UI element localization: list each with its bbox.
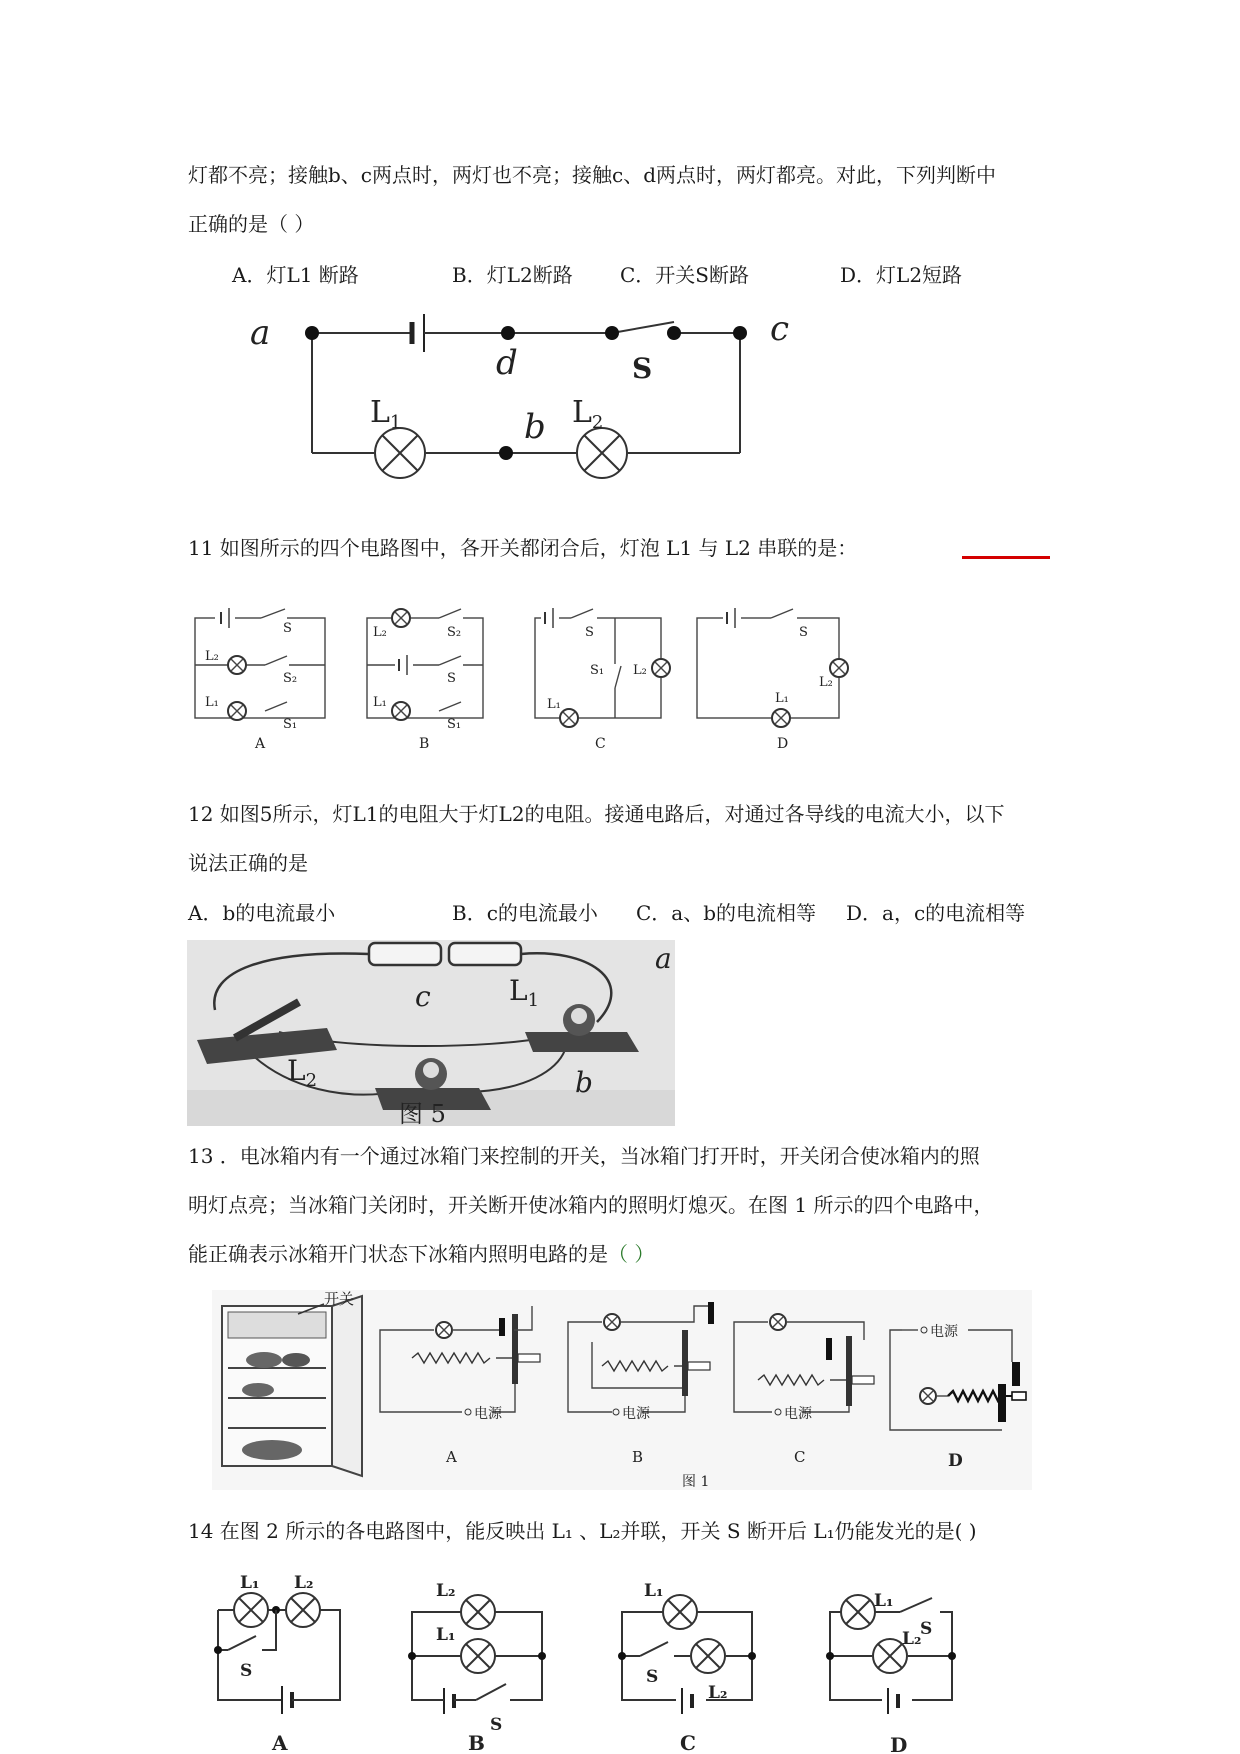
svg-text:S: S [240,1661,253,1681]
svg-text:L₂: L₂ [708,1683,728,1703]
svg-text:L₁: L₁ [205,695,219,710]
q13-label-c: C [794,1448,806,1466]
q13-answer-paren: （ ） [608,1242,655,1266]
q12-label-a: a [655,942,672,975]
q12-circuit-photo [187,940,675,1126]
q10-option-a: A．灯L1 断路 [232,263,359,287]
svg-text:S₂: S₂ [283,671,298,686]
q14-circuit-b [408,1581,546,1754]
fridge-illustration [222,1290,362,1476]
q14-circuit-d [826,1591,956,1754]
q14-label-a: A [272,1731,288,1754]
q10-label-l1: $L_1$ [370,395,402,433]
q14-label-c: C [680,1731,696,1754]
q11-circuit-a [195,608,325,752]
q13-text-line2: 明灯点亮；当冰箱门关闭时，开关断开使冰箱内的照明灯熄灭。在图 1 所示的四个电路中， [188,1193,994,1217]
q12-option-b: B．c的电流最小 [452,901,598,925]
q13-label-b: B [632,1448,644,1466]
svg-text:L₁: L₁ [874,1591,894,1611]
svg-text:S: S [646,1667,659,1687]
svg-text:L₂: L₂ [205,649,219,664]
q13-label-a: A [446,1448,457,1466]
q13-figure [212,1290,1032,1490]
q10-circuit-diagram [240,300,820,470]
svg-text:S₁: S₁ [447,717,462,732]
q11-circuit-c [535,608,670,752]
q11-label-b: B [419,736,430,752]
q14-circuit-a [214,1573,340,1754]
svg-text:S₁: S₁ [283,717,298,732]
q12-option-c: C．a、b的电流相等 [636,901,817,925]
q11-circuit-diagrams [185,608,865,753]
svg-text:L₂: L₂ [633,663,647,678]
q12-label-c: c [415,980,431,1013]
svg-text:L₂: L₂ [436,1581,456,1601]
svg-text:S: S [283,621,292,636]
q11-label-a: A [255,736,266,752]
q10-text-line2: 正确的是（ ） [188,212,315,236]
svg-text:S: S [920,1619,933,1639]
svg-text:S: S [799,625,808,640]
svg-text:电源: 电源 [784,1406,812,1422]
q13-label-d: D [948,1451,963,1471]
q12-option-a: A．b的电流最小 [188,901,336,925]
svg-text:S: S [585,625,594,640]
q12-figure-caption: 图 5 [399,1100,446,1128]
q14-label-d: D [890,1733,908,1754]
svg-text:L₂: L₂ [373,625,387,640]
svg-text:L₂: L₂ [819,675,833,690]
svg-text:L₂: L₂ [294,1573,314,1593]
svg-text:L₁: L₁ [644,1581,664,1601]
svg-text:L₁: L₁ [240,1573,260,1593]
svg-text:L₁: L₁ [775,691,789,706]
svg-text:电源: 电源 [622,1406,650,1422]
q10-text-line1: 灯都不亮；接触b、c两点时，两灯也不亮；接触c、d两点时，两灯都亮。对此，下列判断中 [188,163,997,187]
q14-circuit-diagrams [200,1570,980,1754]
q12-text-line1: 12 如图5所示，灯L1的电阻大于灯L2的电阻。接通电路后，对通过各导线的电流大小，以下 [188,802,1005,826]
q10-option-c: C．开关S断路 [620,263,750,287]
q13-text-line3: 能正确表示冰箱开门状态下冰箱内照明电路的是（ ） [188,1242,655,1266]
svg-text:S₂: S₂ [447,625,462,640]
q12-label-b: b [575,1066,593,1099]
q11-text: 11 如图所示的四个电路图中，各开关都闭合后，灯泡 L1 与 L2 串联的是： [188,536,858,560]
svg-text:电源: 电源 [474,1406,502,1422]
svg-text:S: S [447,671,456,686]
svg-text:L₁: L₁ [547,697,561,712]
svg-text:L₁: L₁ [436,1625,456,1645]
q12-text-line2: 说法正确的是 [188,851,308,875]
q11-label-c: C [595,736,606,752]
q12-label-l1: $L_1$ [509,974,540,1011]
q14-circuit-c [618,1581,756,1754]
svg-text:L₁: L₁ [373,695,387,710]
q10-option-b: B．灯L2断路 [452,263,573,287]
q13-figure-caption: 图 1 [682,1474,710,1490]
q10-label-a: a [250,313,271,353]
q10-label-d: d [496,343,518,383]
answer-blank-red-line [962,556,1050,559]
q10-option-d: D．灯L2短路 [840,263,963,287]
svg-text:S₁: S₁ [590,663,605,678]
q10-label-s: S [632,352,653,385]
q14-label-b: B [468,1731,485,1754]
q14-text: 14 在图 2 所示的各电路图中，能反映出 L₁ 、L₂并联，开关 S 断开后 L₁仍能发光的是( ) [188,1519,977,1543]
q13-text-line1: 13 ．电冰箱内有一个通过冰箱门来控制的开关，当冰箱门打开时，开关闭合使冰箱内的照 [188,1144,980,1168]
svg-text:L₂: L₂ [902,1629,922,1649]
q10-label-c: c [770,309,790,349]
q10-label-l2: $L_2$ [572,395,604,433]
q11-label-d: D [777,736,789,752]
fridge-switch-label: 开关 [324,1290,355,1308]
svg-text:S: S [490,1715,503,1735]
svg-text:电源: 电源 [930,1324,958,1340]
q11-circuit-b [367,609,483,752]
q12-label-l2: $L_2$ [287,1054,318,1091]
q12-option-d: D．a，c的电流相等 [846,901,1026,925]
q10-label-b: b [524,407,546,447]
q11-circuit-d [697,608,848,752]
